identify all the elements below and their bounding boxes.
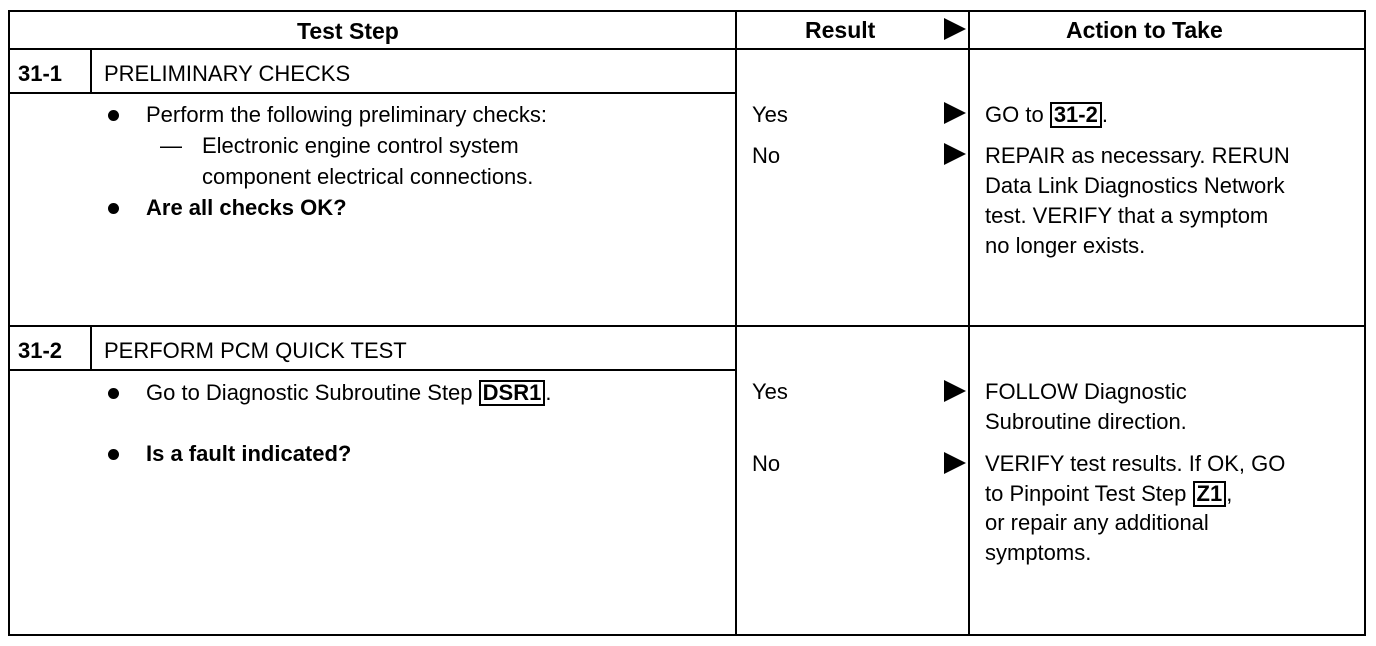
column-divider-action <box>968 10 970 636</box>
table-left-border <box>8 10 10 636</box>
step2-action-no-line1: VERIFY test results. If OK, GO <box>985 451 1286 476</box>
step1-question: Are all checks OK? <box>146 195 347 220</box>
step2-instruction-prefix: Go to Diagnostic Subroutine Step <box>146 380 473 405</box>
step1-check-line2: component electrical connections. <box>202 164 534 189</box>
step2-number-divider <box>90 327 92 371</box>
result-arrow-icon <box>944 452 966 474</box>
step1-action-no-line2: Data Link Diagnostics Network <box>985 173 1285 198</box>
bullet-icon <box>108 388 119 399</box>
step1-action-yes-prefix: GO to <box>985 102 1044 127</box>
step1-number: 31-1 <box>18 61 63 86</box>
header-bottom-border <box>8 48 1366 50</box>
step-ref-dsr1[interactable]: DSR1 <box>479 380 546 406</box>
step2-action-yes-line1: FOLLOW Diagnostic <box>985 379 1187 404</box>
step2-title: PERFORM PCM QUICK TEST <box>104 338 407 363</box>
table-right-border <box>1364 10 1366 636</box>
step-ref-31-2[interactable]: 31-2 <box>1050 102 1102 128</box>
step1-result-no: No <box>752 143 781 168</box>
result-arrow-icon <box>944 143 966 165</box>
step1-action-no-line3: test. VERIFY that a symptom <box>985 203 1269 228</box>
header-action: Action to Take <box>1066 17 1223 43</box>
dash-icon: — <box>160 133 182 158</box>
step1-result-yes: Yes <box>752 102 788 127</box>
step2-action-no-line4: symptoms. <box>985 540 1092 565</box>
step2-action-no-line2 <box>985 478 1232 509</box>
row-divider <box>8 325 1366 327</box>
step1-action-no-line1: REPAIR as necessary. RERUN <box>985 143 1290 168</box>
step2-result-yes: Yes <box>752 379 788 404</box>
step1-title-underline <box>8 92 737 94</box>
result-arrow-icon <box>944 102 966 124</box>
step2-action-yes-line2: Subroutine direction. <box>985 409 1187 434</box>
step-ref-z1[interactable]: Z1 <box>1193 481 1227 507</box>
step1-action-yes <box>985 99 1108 130</box>
result-arrow-icon <box>944 380 966 402</box>
step2-number: 31-2 <box>18 338 63 363</box>
header-arrow-icon <box>944 18 966 40</box>
table-bottom-border <box>8 634 1366 636</box>
step1-action-no-line4: no longer exists. <box>985 233 1146 258</box>
header-test-step: Test Step <box>297 18 399 44</box>
step1-check-line1: Electronic engine control system <box>202 133 519 158</box>
step2-instruction <box>146 377 551 408</box>
step1-number-divider <box>90 50 92 94</box>
step2-result-no: No <box>752 451 781 476</box>
column-divider-result <box>735 10 737 636</box>
bullet-icon <box>108 449 119 460</box>
step2-question: Is a fault indicated? <box>146 441 352 466</box>
step2-action-no-line2-suffix: , <box>1226 481 1233 506</box>
step2-action-no-line3: or repair any additional <box>985 510 1209 535</box>
step1-action-yes-suffix: . <box>1101 102 1108 127</box>
bullet-icon <box>108 110 119 121</box>
bullet-icon <box>108 203 119 214</box>
step2-action-no-line2-prefix: to Pinpoint Test Step <box>985 481 1187 506</box>
step1-instruction: Perform the following preliminary checks: <box>146 102 548 127</box>
header-result: Result <box>805 17 876 43</box>
step2-instruction-suffix: . <box>545 380 552 405</box>
step1-title: PRELIMINARY CHECKS <box>104 61 351 86</box>
step2-title-underline <box>8 369 737 371</box>
table-top-border <box>8 10 1366 12</box>
